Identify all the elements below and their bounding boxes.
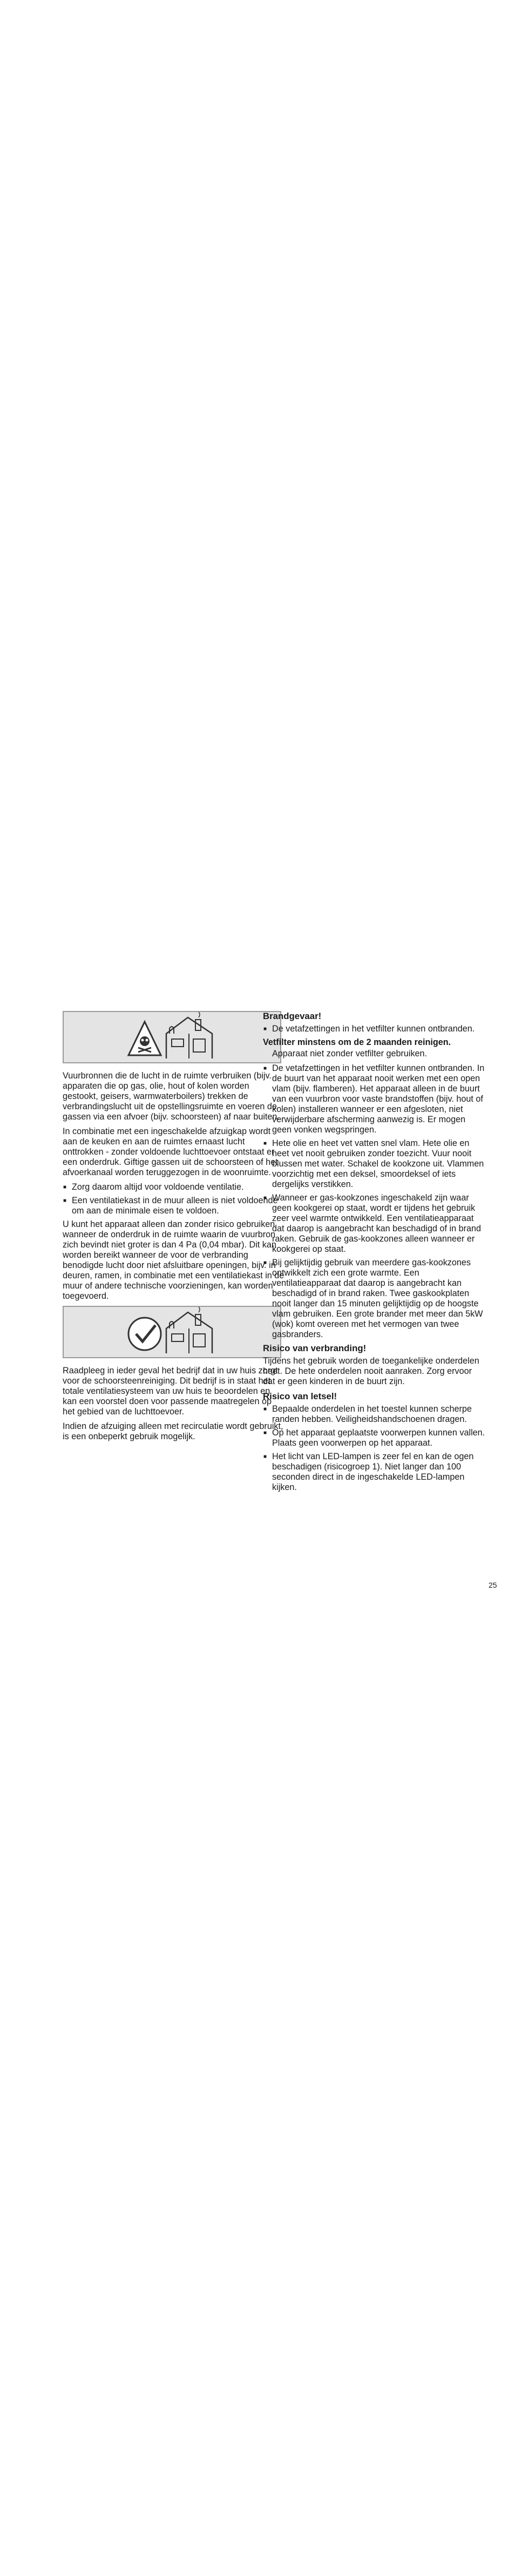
skull-danger-house-icon (64, 1012, 280, 1062)
chimney-sweep-paragraph: Raadpleeg in ieder geval het bedrijf dat in uw huis zorgt voor de schoorsteenreiniging. Dit bedrijf is in staat het totale ventilatiesysteem van uw huis te beoordelen en kan een voorstel doen voor passende maatregelen op het gebied van de luchttoevoer. (63, 1366, 278, 1417)
left-column (63, 1011, 285, 1446)
list-item: ■ Het licht van LED-lampen is zeer fel en kan de ogen beschadigen (risicogroep 1). Niet langer dan 100 seconden direct in de ingeschakelde LED-lampen kijken. (263, 1452, 485, 1493)
underpressure-paragraph: In combinatie met een ingeschakelde afzuigkap wordt aan de keuken en aan de ruimtes ernaast lucht onttrokken - zonder voldoende luchttoevoer ontstaat er een onderdruk. Giftige gassen uit de schoorsteen of het afvoerkanaal worden teruggezogen in de woonruimte. (63, 1127, 278, 1177)
list-item: ■ Hete olie en heet vet vatten snel vlam. Hete olie en heet vet nooit gebruiken zonder toezicht. Vuur nooit blussen met water. Schakel de kookzone uit. Vlammen voorzichtig met een deksel, smoordeksel of iets dergelijks verstikken. (263, 1138, 485, 1190)
list-item: ■ Wanneer er gas-kookzones ingeschakeld zijn waar geen kookgerei op staat, wordt er tijdens het gebruik zeer veel warmte ontwikkeld. Een ventilatieapparaat dat daarop is aangebracht kan beschadigd of in brand raken. Gebruik de gas-kookzones alleen wanneer er kookgerei op staat. (263, 1193, 485, 1255)
list-item: ■ Op het apparaat geplaatste voorwerpen kunnen vallen. Plaats geen voorwerpen op het apparaat. (263, 1428, 485, 1448)
checkmark-house-icon (64, 1307, 280, 1357)
danger-illustration (63, 1011, 281, 1063)
recirculation-paragraph: Indien de afzuiging alleen met recirculatie wordt gebruikt, is een onbeperkt gebruik mogelijk. (63, 1421, 283, 1441)
injury-heading: Risico van letsel! (263, 1391, 337, 1401)
filter-heading: Vetfilter minstens om de 2 maanden reinigen. (263, 1037, 451, 1047)
burn-text: Tijdens het gebruik worden de toegankelijke onderdelen heet. De hete onderdelen nooit aanraken. Zorg ervoor dat er geen kinderen in de buurt zijn. (263, 1356, 479, 1386)
page-number: 25 (489, 1581, 497, 1589)
list-item: ■ Zorg daarom altijd voor voldoende ventilatie. (63, 1182, 285, 1192)
list-item: ■ De vetafzettingen in het vetfilter kunnen ontbranden. In de buurt van het apparaat nooit werken met een open vlam (bijv. flamberen). Het apparaat alleen in de buurt van een vuurbron voor vaste brandstoffen (bijv. hout of kolen) installeren wanneer er een afgesloten, niet verwijderbare afscherming aanwezig is. Er mogen geen vonken wegspringen. (263, 1063, 485, 1135)
list-item: ■ Een ventilatiekast in de muur alleen is niet voldoende om aan de minimale eisen te voldoen. (63, 1196, 285, 1216)
list-item: ■ De vetafzettingen in het vetfilter kunnen ontbranden. (263, 1024, 485, 1034)
pressure-paragraph: U kunt het apparaat alleen dan zonder risico gebruiken wanneer de onderdruk in de ruimte waarin de vuurbron zich bevindt niet groter is dan 4 Pa (0,04 mbar). Dit kan worden bereikt wanneer de voor de verbranding benodigde lucht door niet afsluitbare openingen, bijv. in deuren, ramen, in combinatie met een ventilatiekast in de muur of andere technische voorzieningen, kan worden toegevoerd. (63, 1219, 284, 1301)
safe-illustration (63, 1306, 281, 1358)
burn-heading: Risico van verbranding! (263, 1343, 367, 1353)
fire-heading: Brandgevaar! (263, 1011, 322, 1021)
intro-paragraph: Vuurbronnen die de lucht in de ruimte verbruiken (bijv. apparaten die op gas, olie, hout of kolen worden gestookt, geisers, warmwaterboilers) trekken de verbrandingslucht uit de opstellingsruimte en voeren de gassen via een afvoer (bijv. schoorsteen) af naar buiten. (63, 1071, 280, 1122)
list-item: ■ Bij gelijktijdig gebruik van meerdere gas-kookzones ontwikkelt zich een grote warmte. Een ventilatieapparaat dat daarop is aangebracht kan beschadigd of in brand raken. Twee gaskookplaten nooit langer dan 15 minuten gelijktijdig op de hoogste vlam gebruiken. Een grote brander met meer dan 5kW (wok) komt overeen met het vermogen van twee gasbranders. (263, 1258, 485, 1340)
ventilation-list (63, 1182, 285, 1216)
list-item: ■ Bepaalde onderdelen in het toestel kunnen scherpe randen hebben. Veiligheidshandschoenen dragen. (263, 1404, 485, 1425)
injury-list (263, 1404, 485, 1493)
filter-text: Apparaat niet zonder vetfilter gebruiken. (272, 1049, 428, 1058)
fire-list-2 (263, 1063, 485, 1340)
right-column (263, 1011, 485, 1496)
fire-list-1 (263, 1024, 485, 1034)
